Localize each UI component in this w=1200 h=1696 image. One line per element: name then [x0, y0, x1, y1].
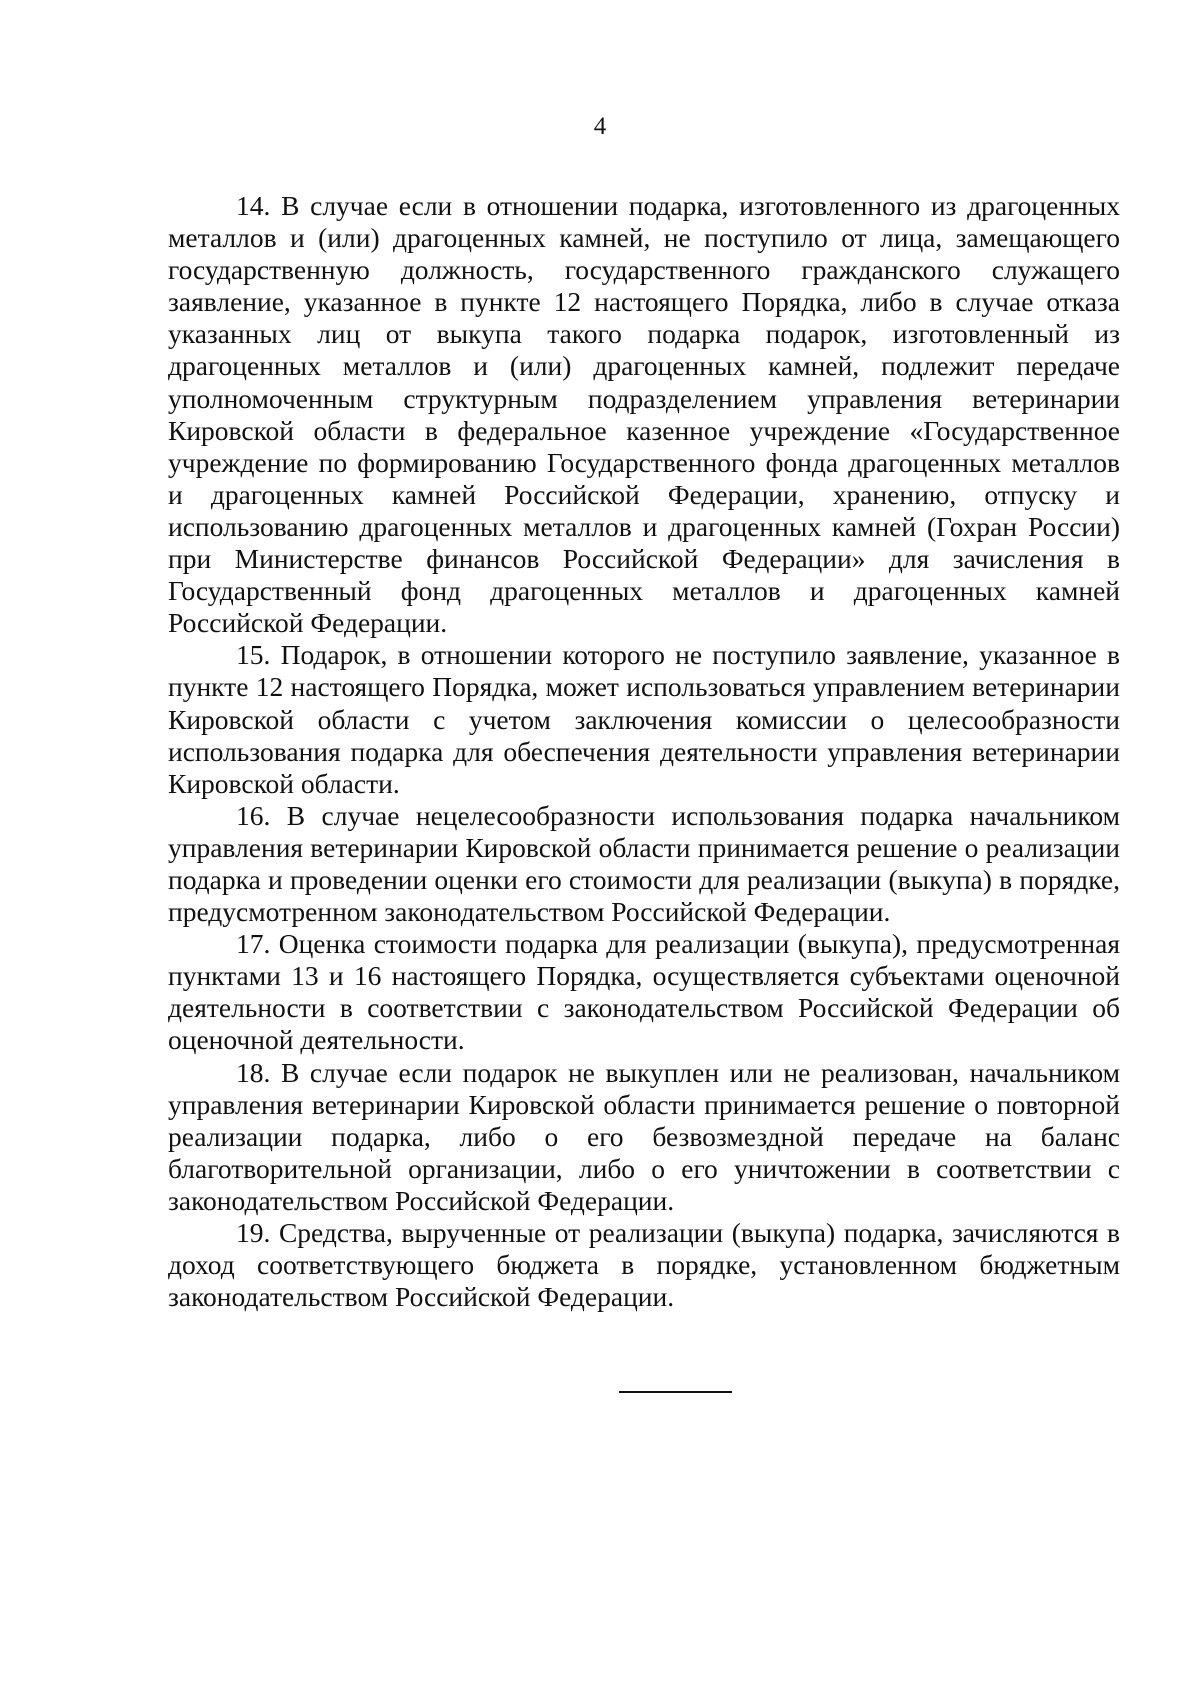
end-of-document-rule	[619, 1391, 732, 1393]
paragraph-18: 18. В случае если подарок не выкуплен или не реализован, начальником управления ветеринарии Кировской области принимается решение о повторной реализации подарка, либо о его безвозмездной передаче на баланс благотворительной организации, либо о его уничтожении в соответствии с законодательством Российской Федерации.	[168, 1056, 1120, 1216]
page-number: 4	[593, 113, 607, 140]
paragraph-16: 16. В случае нецелесообразности использования подарка начальником управления ветеринарии Кировской области принимается решение о реализации подарка и проведении оценки его стоимости для реализации (выкупа) в порядке, предусмотренном законодательством Российской Федерации.	[168, 799, 1120, 928]
paragraph-15: 15. Подарок, в отношении которого не поступило заявление, указанное в пункте 12 настоящего Порядка, может использоваться управлением ветеринарии Кировской области с учетом заключения комиссии о целесообразности использования подарка для обеспечения деятельности управления ветеринарии Кировской области.	[168, 639, 1120, 799]
paragraph-17: 17. Оценка стоимости подарка для реализации (выкупа), предусмотренная пунктами 13 и 16 настоящего Порядка, осуществляется субъектами оценочной деятельности в соответствии с законодательством Российской Федерации об оценочной деятельности.	[168, 928, 1120, 1056]
document-body	[168, 190, 1120, 1313]
paragraph-19: 19. Средства, вырученные от реализации (выкупа) подарка, зачисляются в доход соответствующего бюджета в порядке, установленном бюджетным законодательством Российской Федерации.	[168, 1217, 1120, 1313]
paragraph-14: 14. В случае если в отношении подарка, изготовленного из драгоценных металлов и (или) драгоценных камней, не поступило от лица, замещающего государственную должность, государственного гражданского служащего заявление, указанное в пункте 12 настоящего Порядка, либо в случае отказа указанных лиц от выкупа такого подарка подарок, изготовленный из драгоценных металлов и (или) драгоценных камней, подлежит передаче уполномоченным структурным подразделением управления ветеринарии Кировской области в федеральное казенное учреждение «Государственное учреждение по формированию Государственного фонда драгоценных металлов и драгоценных камней Российской Федерации, хранению, отпуску и использованию драгоценных металлов и драгоценных камней (Гохран России) при Министерстве финансов Российской Федерации» для зачисления в Государственный фонд драгоценных металлов и драгоценных камней Российской Федерации.	[168, 190, 1120, 639]
